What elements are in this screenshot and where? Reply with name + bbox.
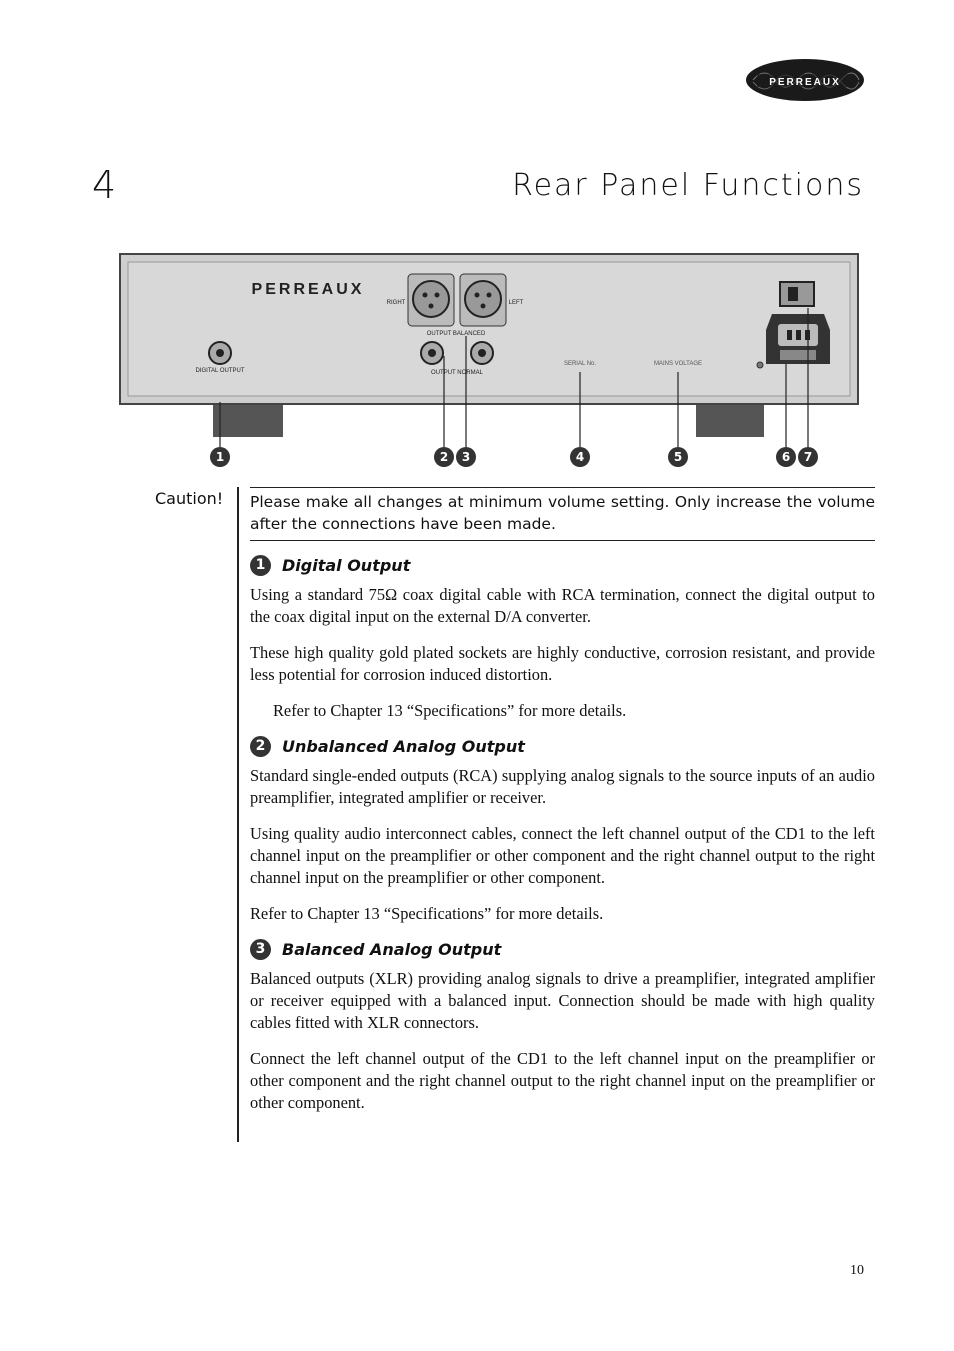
panel-brand: PERREAUX <box>251 281 365 298</box>
paragraph: Using a standard 75Ω coax digital cable with RCA termination, connect the digital output to the coax digital input on the external D/A converter. <box>250 585 875 626</box>
paragraph: Using quality audio interconnect cables, connect the left channel output of the CD1 to the left channel input on the preamplifier or other component and the right channel output to the right channel input on the preamplifier or other component. <box>250 824 875 887</box>
paragraph: Refer to Chapter 13 “Specifications” for more details. <box>250 904 604 923</box>
label-output-normal: OUTPUT NORMAL <box>431 370 483 376</box>
section-number-badge: 3 <box>250 939 271 960</box>
margin-rule <box>237 487 239 1142</box>
svg-text:7: 7 <box>803 450 813 464</box>
paragraph: Connect the left channel output of the CD1 to the left channel input on the preamplifier or other component and the right channel output to the right channel input on the preamplifier or other component. <box>250 1049 875 1112</box>
section-balanced-analog-output <box>250 939 875 1114</box>
logo-text: PERREAUX <box>769 77 841 88</box>
label-digital-output: DIGITAL OUTPUT <box>195 368 245 374</box>
section-heading: Unbalanced Analog Output <box>282 737 525 756</box>
paragraph: Standard single-ended outputs (RCA) supplying analog signals to the source inputs of an audio preamplifier, integrated amplifier or receiver. <box>250 766 875 807</box>
chapter-number: 4 <box>92 163 117 207</box>
rear-panel-illustration <box>118 252 862 472</box>
label-output-balanced: OUTPUT BALANCED <box>426 331 486 337</box>
main-content <box>250 487 875 1128</box>
caution-label: Caution! <box>155 489 224 508</box>
section-heading: Digital Output <box>282 556 411 575</box>
svg-text:3: 3 <box>461 450 471 464</box>
chapter-title: Rear Panel Functions <box>512 168 864 203</box>
svg-text:6: 6 <box>781 450 791 464</box>
page-number: 10 <box>850 1263 864 1278</box>
paragraph: Refer to Chapter 13 “Specifications” for more details. <box>273 701 627 720</box>
section-digital-output <box>250 555 875 722</box>
label-left: LEFT <box>508 300 524 306</box>
label-mains: MAINS VOLTAGE <box>653 361 703 367</box>
xlr-left-connector <box>465 281 501 317</box>
paragraph: These high quality gold plated sockets are highly conductive, corrosion resistant, and provide less potential for corrosion induced distortion. <box>250 643 875 684</box>
perreaux-logo <box>745 58 865 102</box>
svg-text:4: 4 <box>575 450 585 464</box>
paragraph: Balanced outputs (XLR) providing analog signals to drive a preamplifier, integrated amplifier or receiver equipped with a balanced input. Connection should be made with high quality cables fitted with XLR connectors. <box>250 969 875 1032</box>
section-heading: Balanced Analog Output <box>282 940 502 959</box>
section-number-badge: 1 <box>250 555 271 576</box>
svg-text:2: 2 <box>439 450 449 464</box>
section-number-badge: 2 <box>250 736 271 757</box>
section-unbalanced-analog-output <box>250 736 875 925</box>
label-serial: SERIAL No. <box>563 361 597 367</box>
svg-text:1: 1 <box>215 450 225 464</box>
svg-text:5: 5 <box>673 450 683 464</box>
label-right: RIGHT <box>386 300 406 306</box>
xlr-right-connector <box>413 281 449 317</box>
caution-text: Please make all changes at minimum volume setting. Only increase the volume after the connections have been made. <box>250 487 875 541</box>
